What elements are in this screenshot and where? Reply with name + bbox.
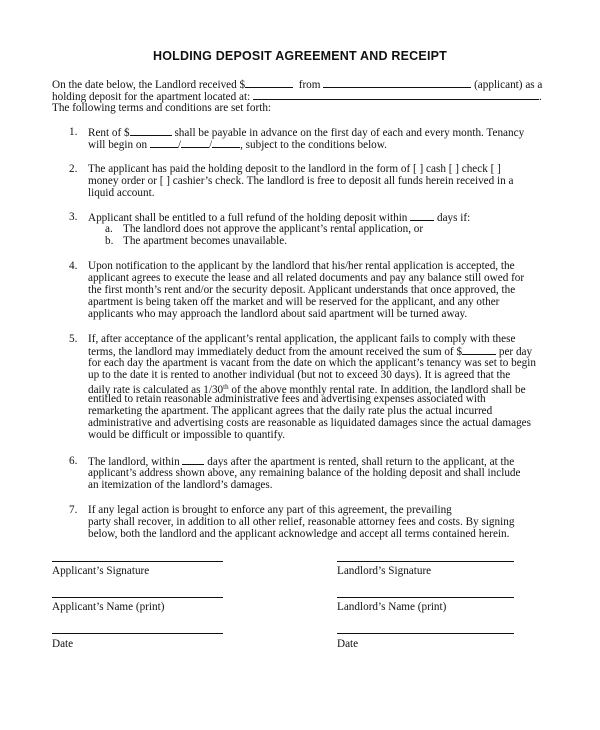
sub-letter: b. (105, 235, 114, 247)
item-number: 7. (69, 504, 78, 516)
item-number: 2. (69, 163, 78, 175)
item-5-line-6: entitled to retain reasonable administrative fees and advertising expenses associated with (88, 393, 486, 405)
item-4-line-5: applicants who may approach the landlord about said apartment will be turned away. (88, 308, 468, 320)
rent-blank[interactable] (130, 126, 172, 136)
item-text: per day (498, 346, 533, 358)
sub-letter: a. (105, 223, 113, 235)
item-2-line-2: money order or [ ] cashier’s check. The landlord is free to deposit all funds herein received in a (88, 175, 514, 187)
item-5-line-1: If, after acceptance of the applicant’s rental application, the applicant fails to comply with these (88, 333, 516, 345)
per-day-blank[interactable] (462, 345, 496, 355)
day-blank[interactable] (181, 138, 209, 148)
item-4-line-3: the first month’s rent and/or the security deposit. Applicant understands that once approved, the (88, 284, 516, 296)
item-4-line-4: apartment is being taken off the market and will be reserved for the applicant, and any other (88, 296, 500, 308)
item-text: The landlord, within (88, 456, 180, 468)
applicant-date-line[interactable] (52, 633, 223, 634)
item-6-line-2: applicant’s address shown above, any remaining balance of the holding deposit and shall include (88, 467, 521, 479)
intro-text: . (539, 91, 542, 103)
item-5-line-4: up to the date it is rented to another individual (but not to exceed 30 days). It is agreed that the (88, 369, 511, 381)
refund-days-blank[interactable] (410, 211, 434, 221)
amount-blank[interactable] (245, 78, 293, 88)
item-number: 3. (69, 211, 78, 223)
item-4-line-2: applicant agrees to execute the lease and all related documents and pay any balance still owed for (88, 272, 525, 284)
intro-line-3: The following terms and conditions are set forth: (52, 102, 272, 114)
applicant-date-label: Date (52, 638, 74, 650)
applicant-name-line[interactable] (52, 597, 223, 598)
month-blank[interactable] (150, 138, 178, 148)
item-1-line-2 (88, 138, 387, 151)
landlord-signature-label: Landlord’s Signature (337, 565, 432, 577)
item-5-line-8: administrative and advertising costs are reasonable as liquidated damages since the actual damages (88, 417, 531, 429)
address-blank[interactable] (253, 90, 539, 100)
item-7-line-3: below, both the landlord and the applicant acknowledge and accept all terms contained herein. (88, 528, 510, 540)
superscript: th (223, 383, 229, 391)
item-text: Rent of $ (88, 127, 130, 139)
landlord-name-line[interactable] (337, 597, 514, 598)
landlord-name-label: Landlord’s Name (print) (337, 601, 447, 613)
applicant-signature-label: Applicant’s Signature (52, 565, 150, 577)
item-7-line-1: If any legal action is brought to enforce any part of this agreement, the prevailing (88, 504, 452, 516)
item-5-line-9: would be difficult or impossible to quantify. (88, 429, 285, 441)
item-text: days if: (437, 212, 471, 224)
item-text: Applicant shall be entitled to a full refund of the holding deposit within (88, 212, 408, 224)
item-5-line-3: for each day the apartment is vacant from the date on which the applicant’s tenancy was set to begin (88, 357, 536, 369)
item-text: days after the apartment is rented, shall return to the applicant, at the (207, 456, 515, 468)
item-text: shall be payable in advance on the first day of each and every month. Tenancy (174, 127, 525, 139)
item-2-line-3: liquid account. (88, 187, 155, 199)
intro-text: holding deposit for the apartment located at: (52, 91, 251, 103)
landlord-signature-line[interactable] (337, 561, 514, 562)
intro-text: from (298, 79, 321, 91)
intro-text: On the date below, the Landlord received $ (52, 79, 246, 91)
item-number: 6. (69, 455, 78, 467)
item-2-line-1: The applicant has paid the holding deposit to the landlord in the form of [ ] cash [ ] check [ ] (88, 163, 501, 175)
item-text: daily rate is calculated as 1/30 (88, 384, 224, 396)
item-text: will begin on (88, 139, 148, 151)
landlord-date-line[interactable] (337, 633, 514, 634)
item-7-line-2: party shall recover, in addition to all other relief, reasonable attorney fees and costs. By signing (88, 516, 515, 528)
return-days-blank[interactable] (182, 455, 204, 465)
year-blank[interactable] (212, 138, 240, 148)
sub-item-b: The apartment becomes unavailable. (123, 235, 288, 247)
item-number: 4. (69, 260, 78, 272)
item-text: , subject to the conditions below. (240, 139, 387, 151)
item-6-line-3: an itemization of the landlord’s damages. (88, 479, 273, 491)
item-4-line-1: Upon notification to the applicant by the landlord that his/her rental application is accepted, the (88, 260, 515, 272)
document-title: HOLDING DEPOSIT AGREEMENT AND RECEIPT (153, 49, 447, 63)
item-text: of the above monthly rental rate. In addition, the landlord shall be (228, 384, 526, 396)
item-5-line-7: remarketing the apartment. The applicant agrees that the daily rate plus the actual incurred (88, 405, 493, 417)
applicant-signature-line[interactable] (52, 561, 223, 562)
applicant-blank[interactable] (323, 78, 471, 88)
item-number: 1. (69, 126, 78, 138)
landlord-date-label: Date (337, 638, 359, 650)
item-text: terms, the landlord may immediately deduct from the amount received the sum of $ (88, 346, 463, 358)
item-number: 5. (69, 333, 78, 345)
item-text: / (208, 139, 213, 151)
intro-text: (applicant) as a (474, 79, 543, 91)
sub-item-a: The landlord does not approve the applicant’s rental application, or (123, 223, 424, 235)
item-text: / (177, 139, 181, 151)
applicant-name-label: Applicant’s Name (print) (52, 601, 165, 613)
